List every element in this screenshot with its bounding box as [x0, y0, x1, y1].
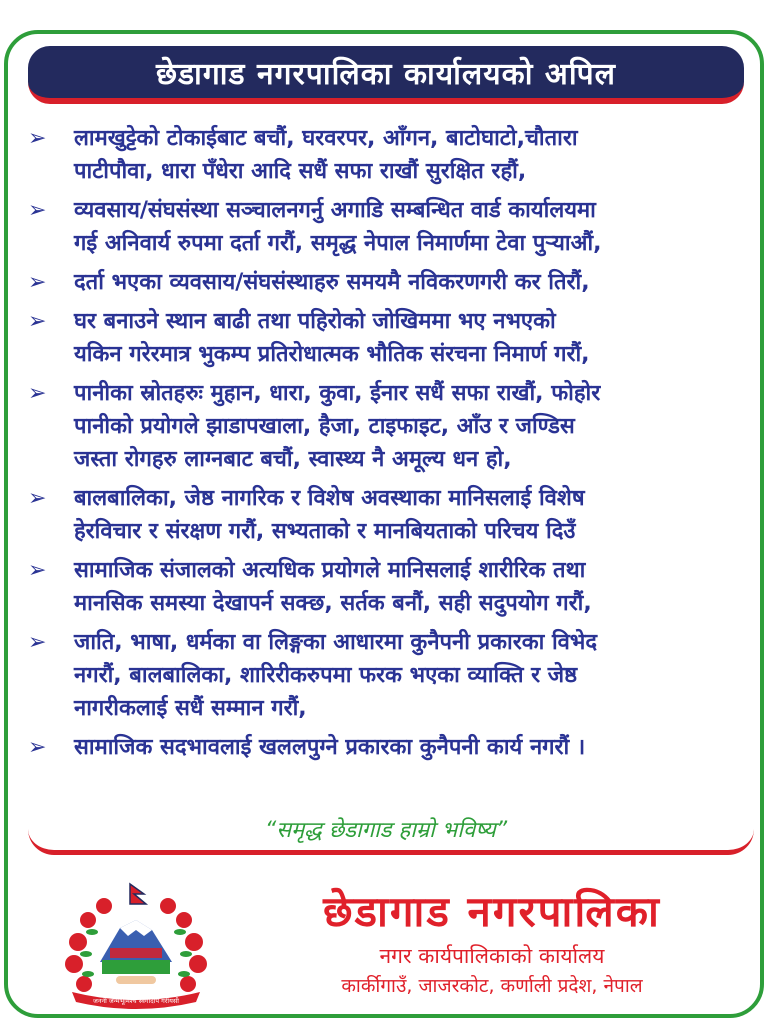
appeal-line: गई अनिवार्य रुपमा दर्ता गरौं, समृद्ध नेपाल निमार्णमा टेवा पुऱ्याऔं, — [74, 231, 602, 256]
appeal-line: जाति, भाषा, धर्मका वा लिङ्गका आधारमा कुनैपनी प्रकारका विभेद — [74, 630, 598, 655]
appeal-line: व्यवसाय/संघसंस्था सञ्चालनगर्नु अगाडि सम्बन्धित वार्ड कार्यालयमा — [74, 198, 596, 223]
office-name: नगर कार्यपालिकाको कार्यालय — [379, 944, 605, 968]
appeal-line: दर्ता भएका व्यवसाय/संघसंस्थाहरु समयमै नविकरणगरी कर तिरौं, — [74, 270, 590, 295]
office-address: कार्कीगाउँ, जाजरकोट, कर्णाली प्रदेश, नेपाल — [341, 975, 643, 997]
arrow-bullet-icon: ➢ — [28, 309, 47, 334]
emblem-motto: जननी जन्मभूमिश्च स्वर्गादपि गरीयसी — [93, 997, 179, 1005]
appeal-item — [26, 266, 746, 299]
appeal-line: बालबालिका, जेष्ठ नागरिक र विशेष अवस्थाका मानिसलाई विशेष — [74, 486, 585, 511]
arrow-bullet-icon: ➢ — [28, 381, 47, 406]
appeal-line: हेरविचार र संरक्षण गरौं, सभ्यताको र मानबियताको परिचय दिउँ — [74, 519, 576, 544]
appeal-item — [26, 731, 746, 764]
nepal-emblem-icon — [58, 880, 214, 1010]
appeal-line: यकिन गरेरमात्र भुकम्प प्रतिरोधात्मक भौतिक संरचना निमार्ण गरौं, — [74, 342, 590, 367]
appeal-line: जस्ता रोगहरु लाग्नबाट बचौं, स्वास्थ्य नै अमूल्य धन हो, — [74, 447, 512, 472]
arrow-bullet-icon: ➢ — [28, 198, 47, 223]
appeal-line: पानीको प्रयोगले झाडापखाला, हैजा, टाइफाइट, आँउ र जण्डिस — [74, 414, 575, 439]
appeal-line: सामाजिक संजालको अत्यधिक प्रयोगले मानिसलाई शारीरिक तथा — [74, 558, 586, 583]
arrow-bullet-icon: ➢ — [28, 558, 47, 583]
appeal-line: नगरौं, बालबालिका, शारिरीकरुपमा फरक भएका व्याक्ति र जेष्ठ — [74, 663, 578, 688]
appeal-line: नागरीकलाई सधैं सम्मान गरौं, — [74, 696, 307, 721]
arrow-bullet-icon: ➢ — [28, 735, 47, 760]
appeal-line: पाटीपौवा, धारा पँधेरा आदि सधैं सफा राखौं सुरक्षित रहौं, — [74, 159, 527, 184]
appeal-line: सामाजिक सदभावलाई खललपुग्ने प्रकारका कुनैपनी कार्य नगरौं । — [74, 735, 586, 760]
appeal-item — [26, 305, 746, 371]
arrow-bullet-icon: ➢ — [28, 126, 47, 151]
appeal-item — [26, 482, 746, 548]
slogan: “समृद्ध छेडागाड हाम्रो भविष्य” — [264, 818, 508, 843]
page-title: छेडागाड नगरपालिका कार्यालयको अपिल — [155, 56, 617, 92]
appeal-item — [26, 626, 746, 725]
org-name: छेडागाड नगरपालिका — [323, 887, 661, 936]
appeal-line: पानीका स्रोतहरुः मुहान, धारा, कुवा, ईनार सधैं सफा राखौं, फोहोर — [74, 381, 601, 406]
appeal-list — [26, 122, 746, 770]
title-banner — [28, 46, 744, 104]
arrow-bullet-icon: ➢ — [28, 270, 47, 295]
appeal-line: मानसिक समस्या देखापर्न सक्छ, सर्तक बनौं, सही सदुपयोग गरौं, — [74, 591, 592, 616]
appeal-item — [26, 122, 746, 188]
appeal-item — [26, 554, 746, 620]
appeal-item — [26, 377, 746, 476]
appeal-line: लामखुट्टेको टोकाईबाट बचौं, घरवरपर, आँगन, बाटोघाटो,चौतारा — [74, 126, 578, 151]
appeal-line: घर बनाउने स्थान बाढी तथा पहिरोको जोखिममा भए नभएको — [74, 309, 556, 334]
arrow-bullet-icon: ➢ — [28, 486, 47, 511]
appeal-item — [26, 194, 746, 260]
arrow-bullet-icon: ➢ — [28, 630, 47, 655]
